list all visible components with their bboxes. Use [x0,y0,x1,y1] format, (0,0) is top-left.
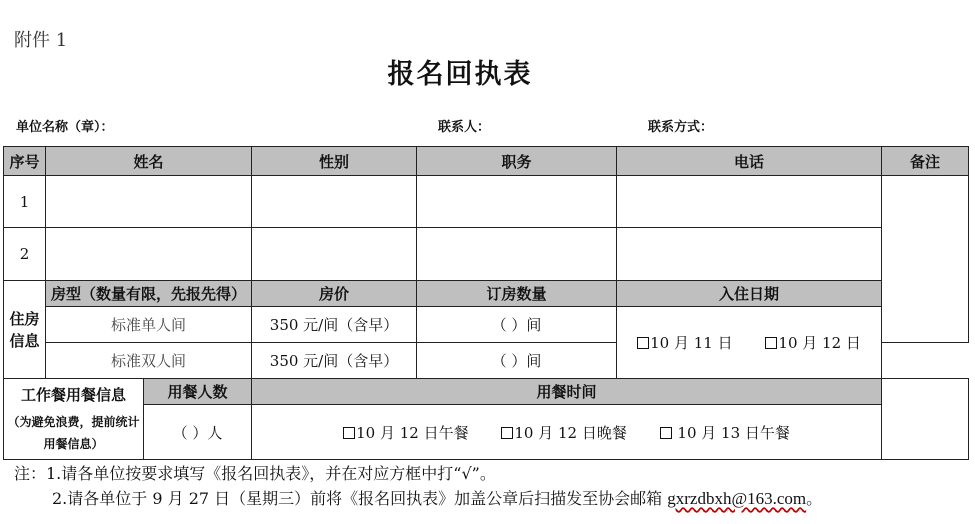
email-link[interactable]: gxrzdbxh@163.com [667,489,807,508]
note-line-2-end: 。 [806,489,823,508]
meal-time-header: 用餐时间 [252,379,882,405]
housing-info-label: 住房 信息 [4,281,46,379]
header-phone: 电话 [617,147,882,176]
room-type-header: 房型（数量有限，先报先得） [46,281,252,307]
form-title: 报名回执表 [387,59,533,90]
checkbox-icon[interactable] [765,337,777,349]
position-cell-2[interactable] [417,228,617,281]
contact-method-label: 联系方式： [648,120,714,135]
meal-option-3[interactable] [660,424,790,442]
checkin-dates [617,307,882,379]
meal-count-header: 用餐人数 [144,379,252,405]
meal-option-3-label: 10 月 13 日午餐 [672,423,790,442]
room-type-single: 标准单人间 [46,307,252,343]
registration-table [3,146,969,460]
meal-option-1-label: 10 月 12 日午餐 [356,423,469,442]
note-line-2-text: 2.请各单位于 9 月 27 日（星期三）前将《报名回执表》加盖公章后扫描发至协会邮箱 [52,489,668,508]
meal-remarks-cell[interactable] [882,379,969,460]
checkbox-icon[interactable] [343,427,355,439]
name-cell-1[interactable] [46,176,252,228]
room-qty-header: 订房数量 [417,281,617,307]
name-cell-2[interactable] [46,228,252,281]
meal-option-1[interactable] [343,424,468,442]
contact-person-label: 联系人： [438,120,491,135]
checkin-option-2[interactable] [765,334,860,352]
header-remarks: 备注 [882,147,969,176]
room-qty-double[interactable]: （ ）间 [417,343,617,379]
phone-cell-2[interactable] [617,228,882,281]
phone-cell-1[interactable] [617,176,882,228]
checkin-date-1: 10 月 11 日 [650,334,733,352]
work-meal-label [4,379,144,460]
meal-option-2-label: 10 月 12 日晚餐 [514,423,627,442]
unit-name-label: 单位名称（章）： [16,120,114,135]
room-type-double: 标准双人间 [46,343,252,379]
room-qty-single[interactable]: （ ）间 [417,307,617,343]
gender-cell-1[interactable] [252,176,417,228]
checkin-option-1[interactable] [637,334,732,352]
room-price-single: 350 元/间（含早） [252,307,417,343]
work-meal-title: 工作餐用餐信息 [20,385,126,404]
note-line-1: 注：1.请各单位按要求填写《报名回执表》，并在对应方框中打“√”。 [14,464,496,483]
header-name: 姓名 [46,147,252,176]
gender-cell-2[interactable] [252,228,417,281]
note-line-2 [14,486,822,511]
checkbox-icon[interactable] [660,427,672,439]
checkbox-icon[interactable] [501,427,513,439]
notes [14,461,822,511]
meal-option-2[interactable] [501,424,626,442]
row-seq-1: 1 [4,176,46,228]
price-header: 房价 [252,281,417,307]
header-position: 职务 [417,147,617,176]
meal-count-value[interactable]: （ ）人 [144,405,252,460]
position-cell-1[interactable] [417,176,617,228]
checkin-date-header: 入住日期 [617,281,882,307]
checkbox-icon[interactable] [637,337,649,349]
work-meal-subtitle: （为避免浪费，提前统计用餐信息） [7,414,140,451]
header-gender: 性别 [252,147,417,176]
meal-options [252,405,882,460]
header-seq: 序号 [4,147,46,176]
room-price-double: 350 元/间（含早） [252,343,417,379]
attachment-label: 附件 1 [14,30,68,51]
checkin-date-2: 10 月 12 日 [778,334,861,352]
row-seq-2: 2 [4,228,46,281]
remarks-cell[interactable] [882,176,969,343]
